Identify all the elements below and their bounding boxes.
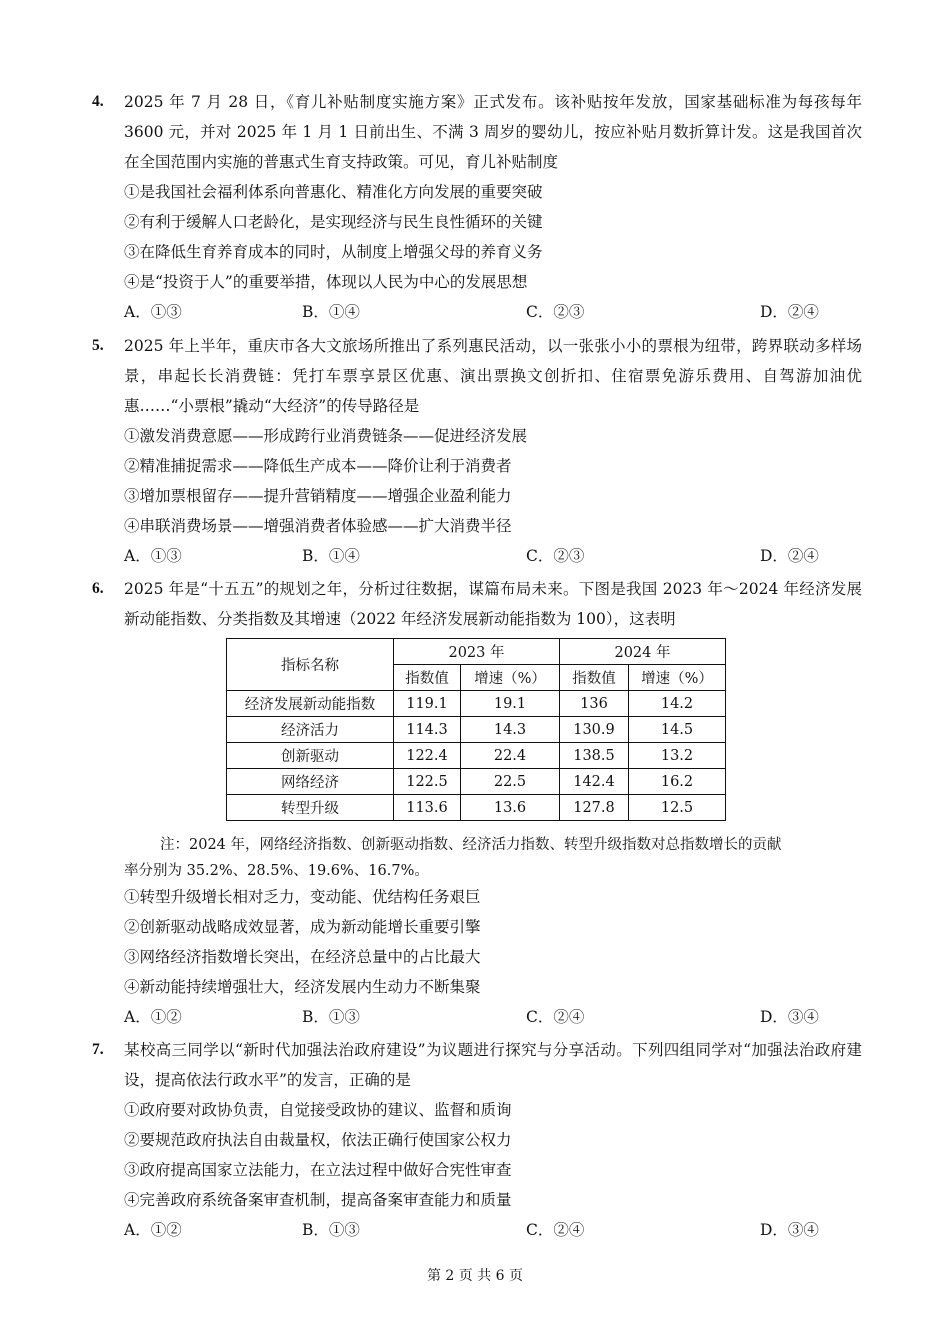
statement-1: ①激发消费意愿——形成跨行业消费链条——促进经济发展 — [124, 427, 528, 445]
question-stem: 某校高三同学以“新时代加强法治政府建设”为议题进行探究与分享活动。下列四组同学对“加强法治政府建设，提高依法行政水平”的发言，正确的是 — [124, 1041, 862, 1089]
table-cell: 13.2 — [629, 743, 726, 769]
table-cell: 13.6 — [461, 795, 560, 821]
choice-b: B．①④ — [302, 303, 360, 321]
answer-choices — [124, 297, 862, 327]
answer-choices — [124, 1002, 862, 1032]
table-cell: 122.4 — [394, 743, 461, 769]
statement-4: ④串联消费场景——增强消费者体验感——扩大消费半径 — [124, 517, 512, 535]
choice-c: C．②③ — [526, 547, 585, 565]
table-cell: 122.5 — [394, 769, 461, 795]
table-cell: 转型升级 — [227, 795, 394, 821]
choice-d: D．③④ — [760, 1008, 819, 1026]
question-number: 4. — [92, 93, 104, 110]
question-6 — [92, 574, 862, 634]
table-row — [227, 769, 726, 795]
choice-c: C．②③ — [526, 303, 585, 321]
question-5 — [92, 331, 862, 571]
table-header-2023: 2023 年 — [394, 639, 560, 665]
choice-a: A．①③ — [124, 303, 182, 321]
statement-3: ③增加票根留存——提升营销精度——增强企业盈利能力 — [124, 487, 512, 505]
choice-a: A．①② — [124, 1221, 182, 1239]
table-cell: 创新驱动 — [227, 743, 394, 769]
statement-1: ①是我国社会福利体系向普惠化、精准化方向发展的重要突破 — [124, 183, 543, 201]
statement-2: ②有利于缓解人口老龄化，是实现经济与民生良性循环的关键 — [124, 213, 543, 231]
statement-2: ②精准捕捉需求——降低生产成本——降价让利于消费者 — [124, 457, 512, 475]
statement-1: ①转型升级增长相对乏力，变动能、优结构任务艰巨 — [124, 888, 481, 906]
choice-c: C．②④ — [526, 1008, 585, 1026]
table-cell: 130.9 — [560, 717, 629, 743]
table-cell: 22.5 — [461, 769, 560, 795]
answer-choices — [124, 541, 862, 571]
table-note — [124, 832, 864, 884]
choice-d: D．②④ — [760, 547, 819, 565]
statement-4: ④完善政府系统备案审查机制，提高备案审查能力和质量 — [124, 1191, 512, 1209]
note-line-1: 注：2024 年，网络经济指数、创新驱动指数、经济活力指数、转型升级指数对总指数增长的贡献 — [160, 837, 782, 853]
index-table — [226, 638, 726, 821]
statement-2: ②要规范政府执法自由裁量权，依法正确行使国家公权力 — [124, 1131, 512, 1149]
question-4 — [92, 87, 862, 327]
table-row — [227, 795, 726, 821]
statement-4: ④新动能持续增强壮大，经济发展内生动力不断集聚 — [124, 978, 481, 996]
choice-c: C．②④ — [526, 1221, 585, 1239]
table-cell: 119.1 — [394, 691, 461, 717]
answer-choices — [124, 1215, 862, 1245]
question-6-options — [92, 882, 862, 1032]
table-subheader: 指数值 — [560, 665, 629, 691]
choice-d: D．②④ — [760, 303, 819, 321]
table-cell: 14.5 — [629, 717, 726, 743]
table-cell: 16.2 — [629, 769, 726, 795]
statement-4: ④是“投资于人”的重要举措，体现以人民为中心的发展思想 — [124, 273, 528, 291]
table-cell: 22.4 — [461, 743, 560, 769]
table-row — [227, 743, 726, 769]
table-header-2024: 2024 年 — [560, 639, 726, 665]
question-stem: 2025 年 7 月 28 日，《育儿补贴制度实施方案》正式发布。该补贴按年发放，国家基础标准为每孩每年 3600 元，并对 2025 年 1 月 1 日前出生、不满 3 周岁的婴幼儿，按应补贴月数折算计发。这是我国首次在全国范围内实施的普惠式生育支持政策。可见，育儿补贴制度 — [124, 93, 862, 171]
table-row — [227, 717, 726, 743]
table-cell: 19.1 — [461, 691, 560, 717]
page-footer: 第 2 页 共 6 页 — [426, 1268, 524, 1284]
statement-3: ③网络经济指数增长突出，在经济总量中的占比最大 — [124, 948, 481, 966]
table-row — [227, 691, 726, 717]
table-cell: 14.2 — [629, 691, 726, 717]
table-header-name: 指标名称 — [227, 639, 394, 691]
note-line-2: 率分别为 35.2%、28.5%、19.6%、16.7%。 — [124, 863, 429, 879]
choice-a: A．①③ — [124, 547, 182, 565]
table-cell: 经济活力 — [227, 717, 394, 743]
choice-a: A．①② — [124, 1008, 182, 1026]
table-cell: 网络经济 — [227, 769, 394, 795]
table-cell: 113.6 — [394, 795, 461, 821]
question-stem: 2025 年是“十五五”的规划之年，分析过往数据，谋篇布局未来。下图是我国 2023 年～2024 年经济发展新动能指数、分类指数及其增速（2022 年经济发展新动能指数为 100），这表明 — [124, 580, 862, 628]
choice-b: B．①④ — [302, 547, 360, 565]
table-subheader: 增速（%） — [461, 665, 560, 691]
table-subheader: 增速（%） — [629, 665, 726, 691]
table-cell: 136 — [560, 691, 629, 717]
table-cell: 114.3 — [394, 717, 461, 743]
choice-b: B．①③ — [302, 1221, 360, 1239]
table-cell: 14.3 — [461, 717, 560, 743]
statement-1: ①政府要对政协负责，自觉接受政协的建议、监督和质询 — [124, 1101, 512, 1119]
table-cell: 经济发展新动能指数 — [227, 691, 394, 717]
statement-3: ③在降低生育养育成本的同时，从制度上增强父母的养育义务 — [124, 243, 543, 261]
table-cell: 142.4 — [560, 769, 629, 795]
question-stem: 2025 年上半年，重庆市各大文旅场所推出了系列惠民活动，以一张张小小的票根为纽带，跨界联动多样场景，串起长长消费链：凭打车票享景区优惠、演出票换文创折扣、住宿票免游乐费用、自驾游加油优惠……“小票根”撬动“大经济”的传导路径是 — [124, 337, 862, 415]
table-subheader: 指数值 — [394, 665, 461, 691]
question-7 — [92, 1035, 862, 1245]
question-number: 6. — [92, 580, 104, 597]
table-cell: 12.5 — [629, 795, 726, 821]
question-number: 5. — [92, 337, 104, 354]
choice-d: D．③④ — [760, 1221, 819, 1239]
choice-b: B．①③ — [302, 1008, 360, 1026]
question-number: 7. — [92, 1041, 104, 1058]
table-cell: 127.8 — [560, 795, 629, 821]
statement-2: ②创新驱动战略成效显著，成为新动能增长重要引擎 — [124, 918, 481, 936]
statement-3: ③政府提高国家立法能力，在立法过程中做好合宪性审查 — [124, 1161, 512, 1179]
table-cell: 138.5 — [560, 743, 629, 769]
